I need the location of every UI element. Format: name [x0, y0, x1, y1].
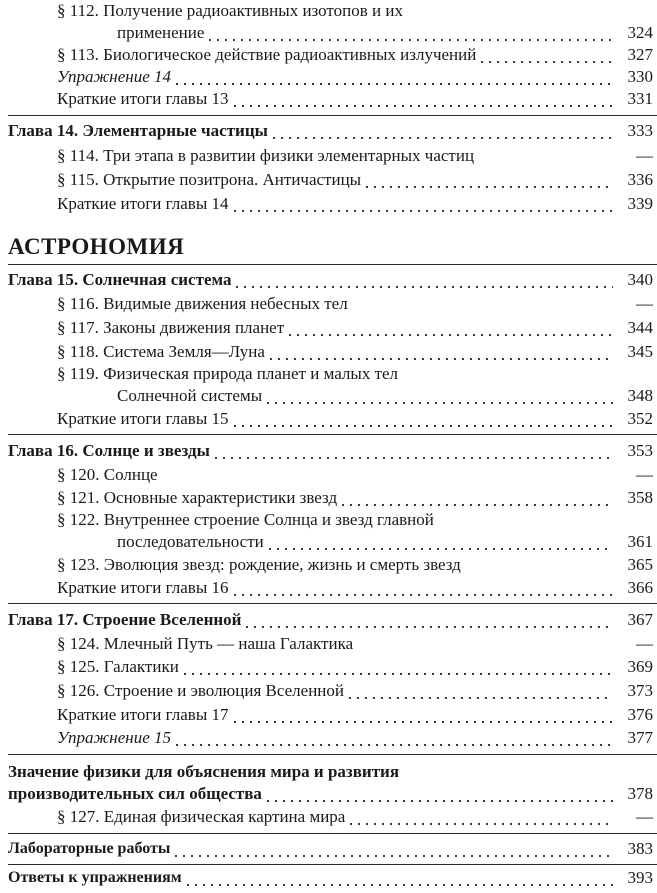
toc-entry-title: § 123. Эволюция звезд: рождение, жизнь и смерть звезд: [57, 555, 461, 574]
dot-leader: [267, 341, 613, 363]
toc-entry-s112-line1: § 112. Получение радиоактивных изотопов и их: [57, 1, 403, 20]
toc-chapter-answers[interactable]: [8, 867, 653, 889]
dot-leader: [231, 408, 614, 430]
toc-page-number: —: [636, 807, 653, 826]
toc-entry-exercise-15[interactable]: [57, 727, 653, 749]
toc-page-number: 393: [627, 868, 653, 887]
toc-chapter-title: Ответы к упражнениям: [8, 869, 182, 886]
toc-entry-title: § 115. Открытие позитрона. Античастицы: [57, 170, 362, 189]
divider: [8, 434, 657, 435]
toc-page-number: 365: [627, 555, 653, 574]
toc-entry-s119-line1: § 119. Физическая природа планет и малых тел: [57, 364, 399, 383]
toc-page-number: 358: [627, 488, 653, 507]
toc-page-number: 344: [627, 318, 653, 337]
toc-entry-s120[interactable]: [57, 464, 653, 486]
toc-entry-title: § 127. Единая физическая картина мира: [57, 807, 346, 826]
divider: [8, 864, 657, 865]
toc-chapter-title: Глава 16. Солнце и звезды: [8, 441, 210, 460]
dot-leader: [173, 727, 613, 749]
toc-chapter-significance[interactable]: [8, 783, 653, 805]
toc-page-number: 340: [627, 270, 653, 289]
toc-page-number: 376: [627, 705, 653, 724]
toc-entry-s125[interactable]: [57, 656, 653, 678]
toc-entry-summary-13[interactable]: [57, 88, 653, 110]
dot-leader: [231, 577, 614, 599]
toc-chapter-significance-line1: Значение физики для объяснения мира и развития: [8, 762, 400, 781]
dot-leader: [478, 44, 613, 66]
toc-entry-title: § 118. Система Земля—Луна: [57, 342, 265, 361]
toc-chapter-16[interactable]: [8, 440, 653, 462]
toc-entry-title: Краткие итоги главы 13: [57, 89, 229, 108]
toc-entry-title: Краткие итоги главы 15: [57, 409, 229, 428]
toc-page-number: —: [636, 146, 653, 165]
dot-leader: [243, 609, 613, 631]
dot-leader: [231, 88, 614, 110]
dot-leader: [347, 806, 613, 828]
toc-entry-summary-17[interactable]: [57, 704, 653, 726]
toc-entry-title: Упражнение 14: [57, 67, 171, 86]
toc-entry-title: применение: [117, 23, 205, 42]
toc-page-number: 324: [627, 23, 653, 42]
toc-entry-s117[interactable]: [57, 317, 653, 339]
dot-leader: [363, 169, 613, 191]
dot-leader: [173, 66, 613, 88]
toc-entry-s127[interactable]: [57, 806, 653, 828]
toc-page-number: 367: [627, 610, 653, 629]
toc-page-number: —: [636, 465, 653, 484]
toc-chapter-title: Глава 15. Солнечная система: [8, 270, 232, 289]
toc-entry-s126[interactable]: [57, 680, 653, 702]
toc-entry-title: Краткие итоги главы 14: [57, 194, 229, 213]
toc-chapter-title: Глава 17. Строение Вселенной: [8, 610, 242, 629]
toc-entry-s116[interactable]: [57, 293, 653, 315]
toc-entry-title: § 114. Три этапа в развитии физики элементарных частиц: [57, 146, 475, 165]
toc-page-number: 352: [627, 409, 653, 428]
divider: [8, 833, 657, 834]
dot-leader: [270, 120, 613, 142]
toc-entry-s122[interactable]: [57, 531, 653, 553]
toc-entry-title: Краткие итоги главы 17: [57, 705, 229, 724]
toc-entry-title: Краткие итоги главы 16: [57, 578, 229, 597]
dot-leader: [476, 145, 613, 167]
dot-leader: [350, 293, 613, 315]
dot-leader: [355, 633, 613, 655]
dot-leader: [264, 385, 613, 407]
toc-page-number: 327: [627, 45, 653, 64]
toc-entry-title: § 117. Законы движения планет: [57, 318, 285, 337]
dot-leader: [231, 704, 614, 726]
toc-entry-s112[interactable]: [57, 22, 653, 44]
toc-entry-title: Упражнение 15: [57, 728, 171, 747]
toc-entry-summary-14[interactable]: [57, 193, 653, 215]
toc-entry-s113[interactable]: [57, 44, 653, 66]
dot-leader: [233, 269, 613, 291]
toc-entry-title: § 124. Млечный Путь — наша Галактика: [57, 634, 354, 653]
toc-entry-summary-15[interactable]: [57, 408, 653, 430]
divider: [8, 754, 657, 755]
toc-entry-s121[interactable]: [57, 487, 653, 509]
toc-entry-exercise-14[interactable]: [57, 66, 653, 88]
toc-entry-s124[interactable]: [57, 633, 653, 655]
toc-entry-title: Солнечной системы: [117, 386, 263, 405]
toc-chapter-labs[interactable]: [8, 838, 653, 860]
dot-leader: [184, 867, 613, 889]
toc-page-number: 330: [627, 67, 653, 86]
toc-entry-title: § 126. Строение и эволюция Вселенной: [57, 681, 344, 700]
divider: [8, 264, 657, 265]
toc-page-number: 366: [627, 578, 653, 597]
dot-leader: [181, 656, 613, 678]
toc-entry-title: § 113. Биологическое действие радиоактивных излучений: [57, 45, 477, 64]
toc-page-number: 369: [627, 657, 653, 676]
toc-page-number: 377: [627, 728, 653, 747]
toc-page-number: 345: [627, 342, 653, 361]
toc-entry-summary-16[interactable]: [57, 577, 653, 599]
toc-page-number: 348: [627, 386, 653, 405]
toc-page-number: 353: [627, 441, 653, 460]
dot-leader: [160, 464, 613, 486]
toc-page-number: 373: [627, 681, 653, 700]
toc-entry-s123[interactable]: [57, 554, 653, 576]
dot-leader: [463, 554, 613, 576]
divider: [8, 603, 657, 604]
toc-chapter-title: производительных сил общества: [8, 784, 262, 803]
toc-chapter-14[interactable]: [8, 120, 653, 142]
toc-page-number: —: [636, 294, 653, 313]
dot-leader: [264, 783, 613, 805]
dot-leader: [231, 193, 614, 215]
toc-chapter-17[interactable]: [8, 609, 653, 631]
toc-entry-title: § 116. Видимые движения небесных тел: [57, 294, 348, 313]
toc-page-number: —: [636, 634, 653, 653]
dot-leader: [346, 680, 613, 702]
dot-leader: [339, 487, 613, 509]
toc-entry-s119[interactable]: [57, 385, 653, 407]
toc-entry-title: последовательности: [117, 532, 264, 551]
toc-page-number: 361: [627, 532, 653, 551]
toc-page-number: 383: [627, 839, 653, 858]
dot-leader: [212, 440, 613, 462]
toc-chapter-title: Лабораторные работы: [8, 840, 171, 857]
toc-entry-title: § 121. Основные характеристики звезд: [57, 488, 338, 507]
dot-leader: [172, 838, 613, 860]
toc-entry-title: § 125. Галактики: [57, 657, 179, 676]
toc-entry-s115[interactable]: [57, 169, 653, 191]
toc-page-number: 339: [627, 194, 653, 213]
divider: [8, 115, 657, 116]
part-heading-astronomy: АСТРОНОМИЯ: [8, 234, 185, 259]
toc-entry-s122-line1: § 122. Внутреннее строение Солнца и звезд главной: [57, 510, 434, 529]
toc-entry-s114[interactable]: [57, 145, 653, 167]
toc-page-number: 331: [627, 89, 653, 108]
toc-page-number: 336: [627, 170, 653, 189]
toc-entry-title: § 120. Солнце: [57, 465, 158, 484]
toc-page-number: 333: [627, 121, 653, 140]
toc-chapter-15[interactable]: [8, 269, 653, 291]
toc-page-number: 378: [627, 784, 653, 803]
toc-chapter-title: Глава 14. Элементарные частицы: [8, 121, 268, 140]
toc-entry-s118[interactable]: [57, 341, 653, 363]
dot-leader: [206, 22, 613, 44]
dot-leader: [266, 531, 613, 553]
dot-leader: [286, 317, 613, 339]
